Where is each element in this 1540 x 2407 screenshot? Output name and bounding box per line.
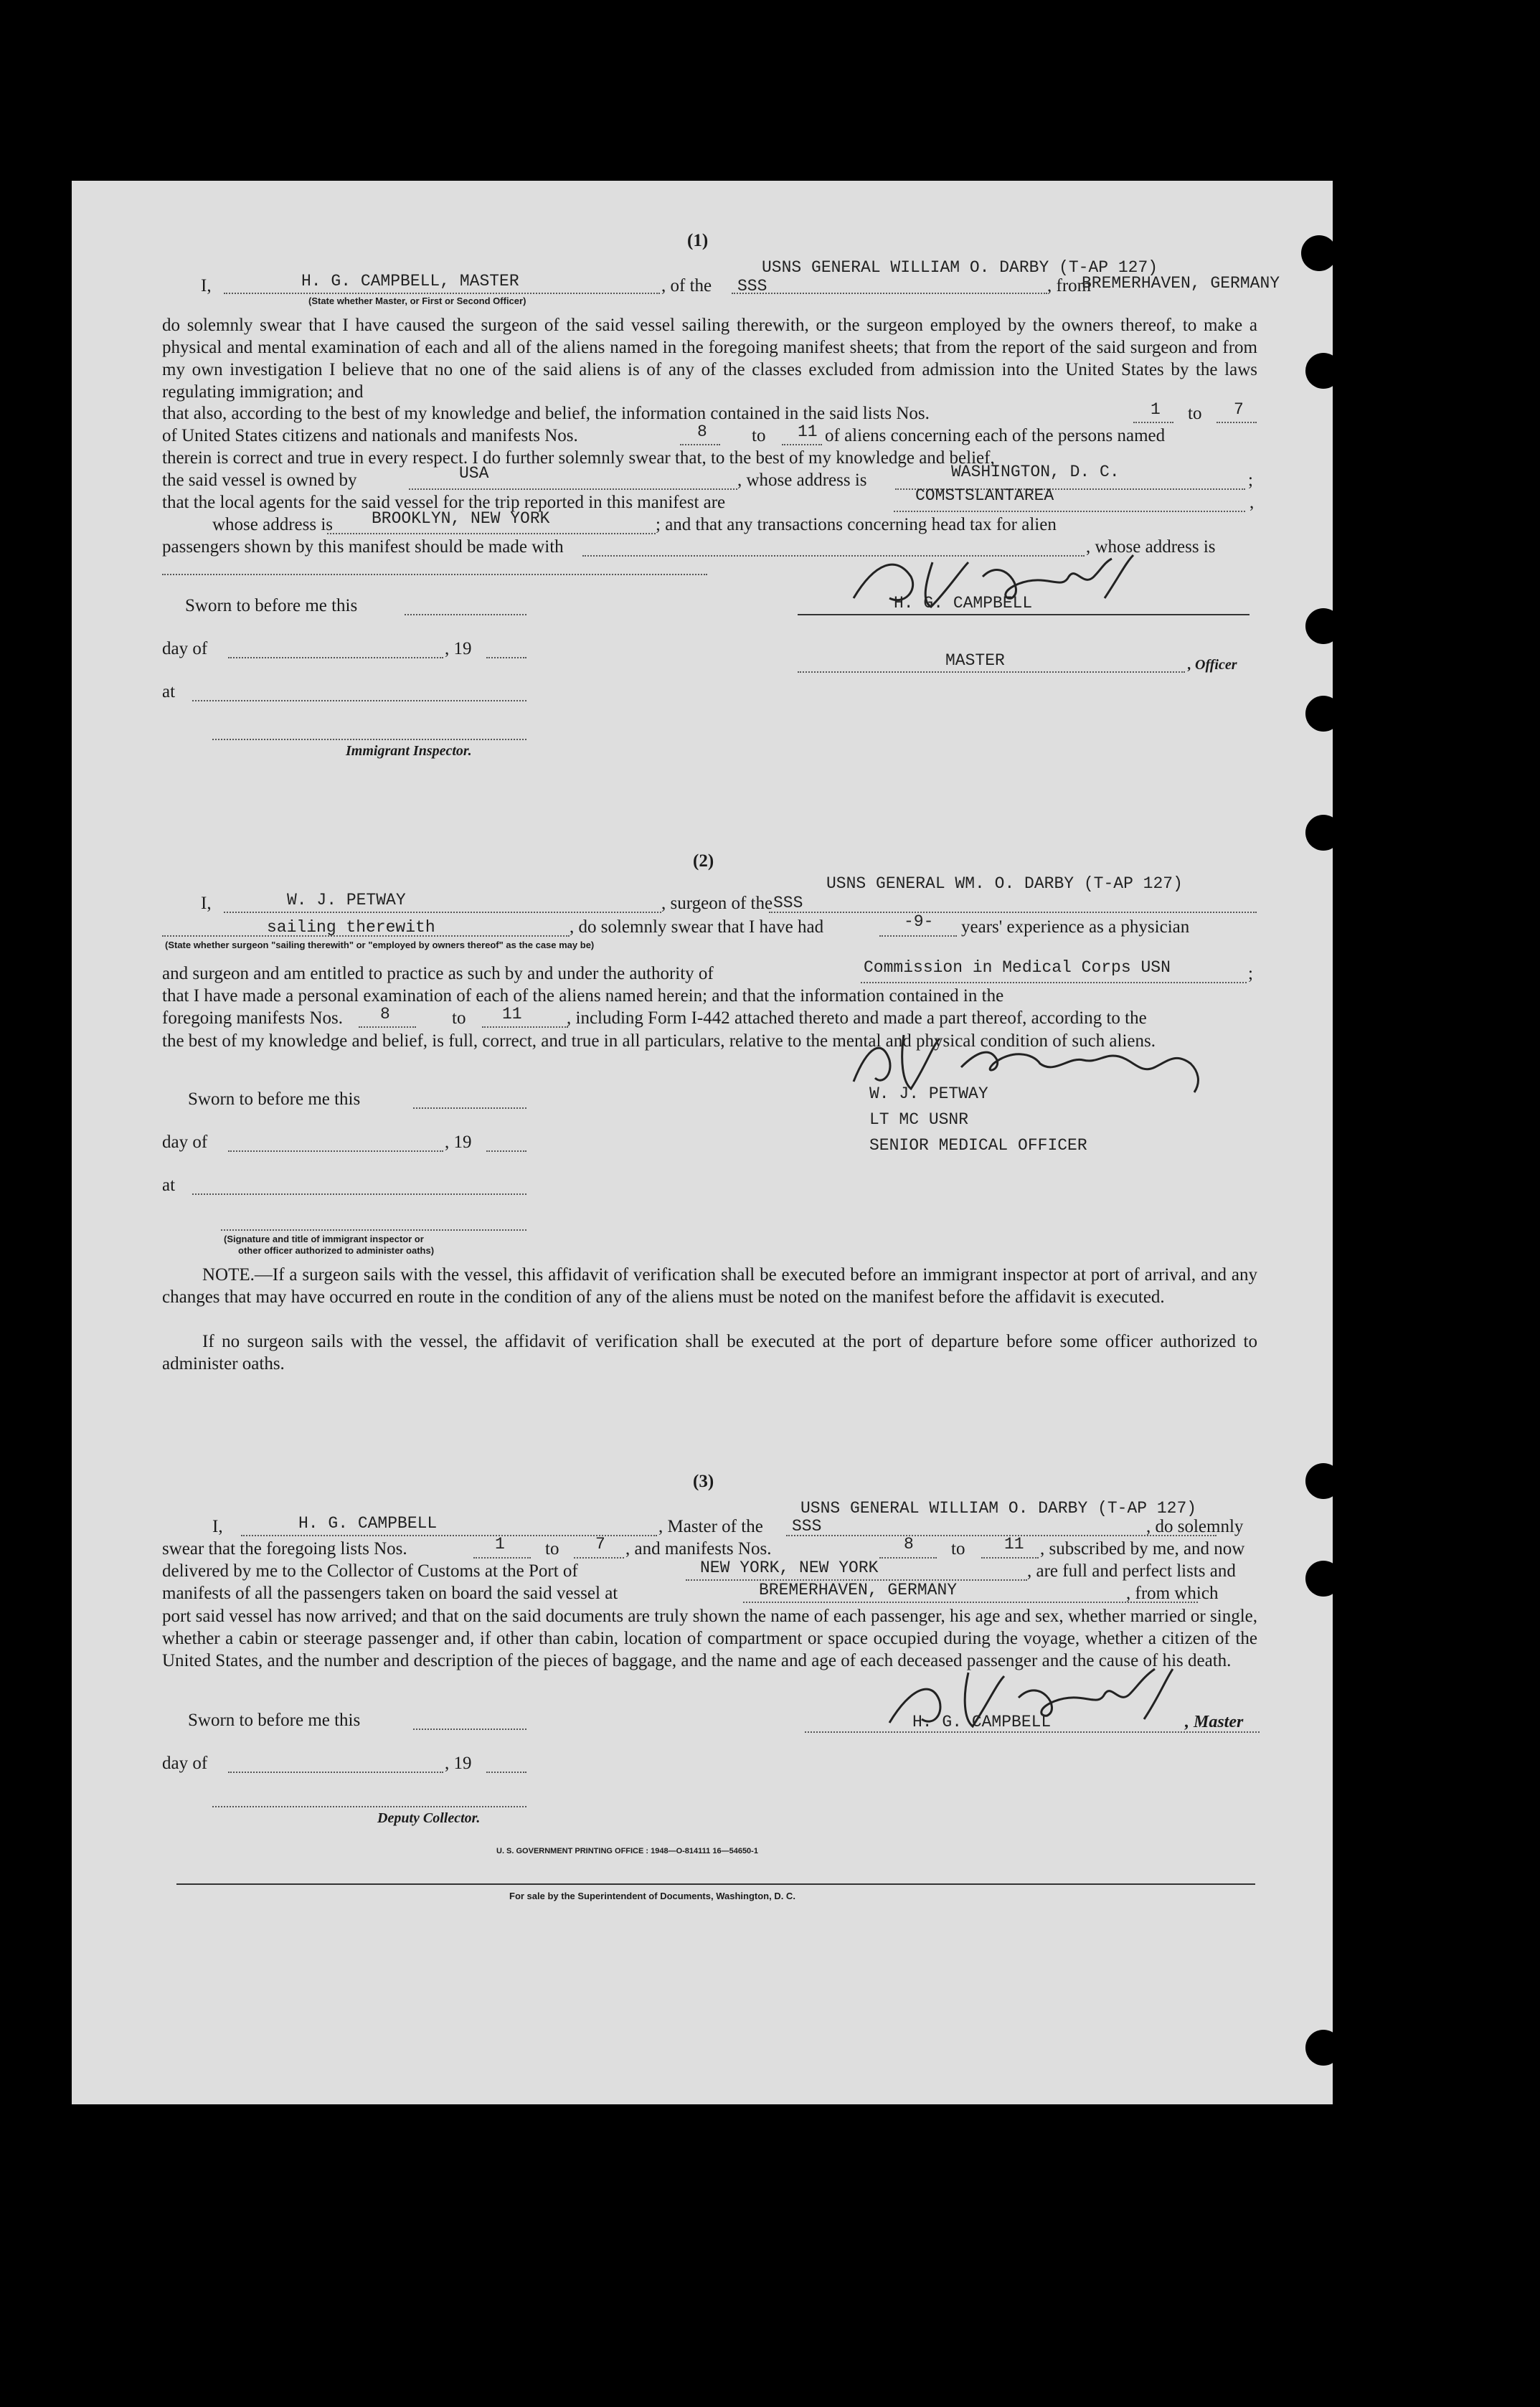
s1-manifests-from: 8 [697,422,707,441]
s3-manifests-all: manifests of all the passengers taken on board the said vessel at [162,1584,618,1603]
form-page [72,181,1333,2104]
s1-whose-address: , whose address is [737,470,867,490]
s1-vessel-name: USNS GENERAL WILLIAM O. DARBY (T-AP 127) [762,258,1158,277]
s3-year-line [486,1772,526,1773]
s3-master-line [241,1535,657,1536]
s3-signer: H. G. CAMPBELL [912,1713,1052,1731]
s2-oath-line [221,1229,526,1231]
s1-lists-to-line [1217,422,1257,423]
s1-officer-label: , Officer [1188,657,1237,673]
s1-agents: COMSTSLANTAREA [915,486,1054,505]
s2-manifests-from-line [359,1026,416,1028]
binder-hole [1305,353,1341,389]
s3-lists-from: 1 [495,1535,505,1554]
section-1-number: (1) [687,231,709,250]
s1-of-the: , of the [661,276,712,295]
s3-from-which: , from which [1126,1584,1219,1603]
s1-manifests-to-line [782,444,822,445]
s3-i-label: I, [212,1517,223,1536]
binder-hole [1305,2030,1341,2066]
s1-agents-line [894,511,1245,512]
s2-note-1 [162,1264,1257,1308]
binder-hole [1305,608,1341,644]
binder-hole [1305,1463,1341,1499]
s1-paragraph: do solemnly swear that I have caused the surgeon of the said vessel sailing therewith, or the surgeon employed by the owners thereof, to make a physical and mental examination of each and all of the aliens named in the foregoing manifest sheets; that from the report of the said surgeon and from my own investigation I believe that no one of the said aliens is of any of the classes excluded from admission into the United States by the laws regulating immigration; and [162,316,1257,402]
s2-sig-note-2: other officer authorized to administer oaths) [238,1245,435,1256]
s2-vessel-type: SSS [773,894,803,912]
s1-owner-line [409,488,737,490]
s3-do-solemnly: , do solemnly [1146,1517,1244,1536]
s2-surgeon-of: , surgeon of the [661,894,773,913]
s2-year-line [486,1150,526,1152]
s3-port: NEW YORK, NEW YORK [700,1559,879,1577]
s1-inspector-label: Immigrant Inspector. [346,743,472,759]
s2-years-line [879,935,957,937]
s2-position: SENIOR MEDICAL OFFICER [869,1136,1087,1155]
s2-note-1-text: —If a surgeon sails with the vessel, this affidavit of verification shall be executed before an immigrant inspector at port of arrival, and any changes that may have occurred en route in the condition of any of the aliens must be noted on the manifest before the affidavit is executed. [162,1265,1257,1307]
s1-head-tax: ; and that any transactions concerning head tax for alien [656,515,1057,534]
s1-correct-line: therein is correct and true in every respect. I do further solemnly swear that, to the best of my knowledge and belief, [162,448,995,468]
footer-rule [176,1883,1255,1885]
s2-vessel-line [769,912,1257,913]
s2-swear-had: , do solemnly swear that I have had [570,917,824,937]
s1-lists-from-line [1133,422,1173,423]
s3-to-2: to [951,1539,965,1559]
s2-sailing: sailing therewith [267,918,435,937]
s1-master-line [224,293,660,294]
s1-owner: USA [459,464,489,483]
s1-year-line [486,657,526,658]
s1-whose-address-end: , whose address is [1086,537,1216,557]
s2-year: , 19 [445,1132,472,1152]
printing-office-line: U. S. GOVERNMENT PRINTING OFFICE : 1948—O-814111 16—54650-1 [496,1847,758,1855]
s1-year: , 19 [445,639,472,658]
s3-paragraph: port said vessel has now arrived; and that on the said documents are truly shown the name of each passenger, his age and sex, whether married or single, whether a cabin or steerage passenger and, if other than cabin, location of compartment or space occupied during the voyage, whether a citizen of the United States, and the number and description of the pieces of baggage, and the name and age of each deceased passenger and the cause of his death. [162,1607,1257,1670]
s3-sworn-line [413,1729,526,1730]
s3-vessel-name: USNS GENERAL WILLIAM O. DARBY (T-AP 127) [800,1499,1197,1518]
s3-manifests-to-line [981,1557,1039,1559]
s1-agents-address-line [327,533,656,534]
s3-day-of: day of [162,1754,208,1773]
s2-paragraph: the best of my knowledge and belief, is full, correct, and true in all particulars, relative to the mental and physical condition of such aliens. [162,1031,1156,1051]
s2-years: -9- [904,912,934,931]
s2-day-of: day of [162,1132,208,1152]
s3-full-perfect: , are full and perfect lists and [1027,1561,1236,1581]
s2-i-label: I, [201,894,212,913]
s3-master-label: , Master [1185,1713,1244,1731]
s3-to: to [545,1539,559,1559]
s2-note-2: If no surgeon sails with the vessel, the affidavit of verification shall be executed at the port of departure before some officer authorized to administer oaths. [162,1332,1257,1373]
s3-manifests-to: 11 [1004,1535,1024,1554]
s1-semicolon-1: ; [1248,470,1253,490]
s2-years-exp: years' experience as a physician [961,917,1190,937]
s2-authority-line-fill [861,982,1247,983]
s1-day-line [228,657,443,658]
s2-rank: LT MC USNR [869,1110,969,1129]
s1-signer: H. G. CAMPBELL [894,594,1033,613]
s1-day-of: day of [162,639,208,658]
s1-title: MASTER [945,651,1005,670]
s1-manifests-line-b: of aliens concerning each of the persons named [825,426,1166,445]
s1-manifests-to: 11 [798,422,818,441]
s3-collector-label: Deputy Collector. [377,1810,481,1826]
s2-at: at [162,1176,176,1195]
s3-departure: BREMERHAVEN, GERMANY [759,1581,958,1599]
s1-agents-label: that the local agents for the said vessel for the trip reported in this manifest are [162,493,726,512]
s1-sworn-line [405,614,526,615]
s1-to-2: to [752,426,766,445]
s3-master-of: , Master of the [658,1517,763,1536]
s2-foregoing: foregoing manifests Nos. [162,1008,344,1028]
s3-collector-line [212,1806,526,1807]
s1-signature-line [798,614,1250,615]
s1-owner-address: WASHINGTON, D. C. [951,463,1120,481]
s3-sworn: Sworn to before me this [188,1711,361,1730]
binder-hole [1305,815,1341,851]
s3-manifests-from: 8 [904,1535,914,1554]
section-2-number: (2) [693,851,714,871]
s1-master-name: H. G. CAMPBELL, MASTER [301,272,519,290]
s3-lists-to: 7 [595,1535,605,1554]
s1-manifests-line-a: of United States citizens and nationals and manifests Nos. [162,426,578,445]
s3-vessel-type: SSS [792,1517,822,1536]
s1-address-end-line [162,574,707,575]
s1-agents-address: BROOKLYN, NEW YORK [372,509,550,528]
s1-inspector-line [212,739,526,740]
s1-lists-to: 7 [1234,400,1244,419]
s3-swear-lists: swear that the foregoing lists Nos. [162,1539,407,1559]
s2-authority: Commission in Medical Corps USN [864,958,1171,977]
s1-state-note: (State whether Master, or First or Second Officer) [308,295,526,306]
s2-signer: W. J. PETWAY [869,1084,988,1103]
s1-lists-from: 1 [1151,400,1161,419]
s1-lists-line: that also, according to the best of my knowledge and belief, the information contained in the said lists Nos. [162,404,930,423]
s2-day-line [228,1150,443,1152]
s3-day-line [228,1772,443,1773]
s1-i-label: I, [201,276,212,295]
s3-lists-from-line [473,1557,531,1559]
s2-note-label: NOTE. [202,1265,255,1285]
s1-at: at [162,682,176,701]
s3-year: , 19 [445,1754,472,1773]
s2-surgeon-line [224,912,661,913]
s2-sig-note-1: (Signature and title of immigrant inspector or [224,1234,424,1244]
s1-vessel-line [732,293,1047,294]
s1-to: to [1188,404,1202,423]
s1-manifests-from-line [680,444,720,445]
s2-sworn-line [413,1107,526,1109]
s3-lists-to-line [574,1557,624,1559]
section-3-number: (3) [693,1472,714,1491]
s1-from-label: , from [1047,276,1092,295]
footer-sale: For sale by the Superintendent of Documents, Washington, D. C. [509,1891,795,1901]
s3-and-manifests: , and manifests Nos. [625,1539,772,1559]
s3-delivered: delivered by me to the Collector of Customs at the Port of [162,1561,578,1581]
s2-including: , including Form I-442 attached thereto and made a part thereof, according to the [567,1008,1147,1028]
s2-surgeon-name: W. J. PETWAY [287,891,406,909]
s2-vessel-name: USNS GENERAL WM. O. DARBY (T-AP 127) [826,874,1183,893]
s1-title-line [798,671,1185,673]
s2-manifests-to-line [482,1026,568,1028]
s2-semicolon: ; [1248,964,1253,983]
s2-state-note: (State whether surgeon "sailing therewith" or "employed by owners thereof" as the case may be) [165,940,595,950]
s1-whose-address-is: whose address is [212,515,334,534]
binder-hole [1305,1561,1341,1597]
s2-exam-line: that I have made a personal examination of each of the aliens named herein; and that the information contained in the [162,986,1004,1006]
s2-sailing-line [162,935,570,937]
s1-passengers-line: passengers shown by this manifest should be made with [162,537,564,557]
binder-hole [1301,235,1337,271]
s1-comma: , [1250,493,1255,512]
s2-at-line [192,1193,526,1195]
s2-to: to [452,1008,466,1028]
s1-sworn: Sworn to before me this [185,596,358,615]
s2-manifests-from: 8 [380,1005,390,1023]
s2-sworn: Sworn to before me this [188,1089,361,1109]
s3-subscribed: , subscribed by me, and now [1040,1539,1245,1559]
s1-at-line [192,700,526,701]
s3-master-name: H. G. CAMPBELL [298,1514,438,1533]
s1-vessel-type: SSS [737,277,767,295]
s2-manifests-to: 11 [502,1005,522,1023]
s2-authority-line: and surgeon and am entitled to practice as such by and under the authority of [162,964,714,983]
binder-hole [1305,696,1341,732]
s1-owned-label: the said vessel is owned by [162,470,357,490]
s1-from-port: BREMERHAVEN, GERMANY [1082,274,1280,293]
s3-manifests-from-line [879,1557,937,1559]
